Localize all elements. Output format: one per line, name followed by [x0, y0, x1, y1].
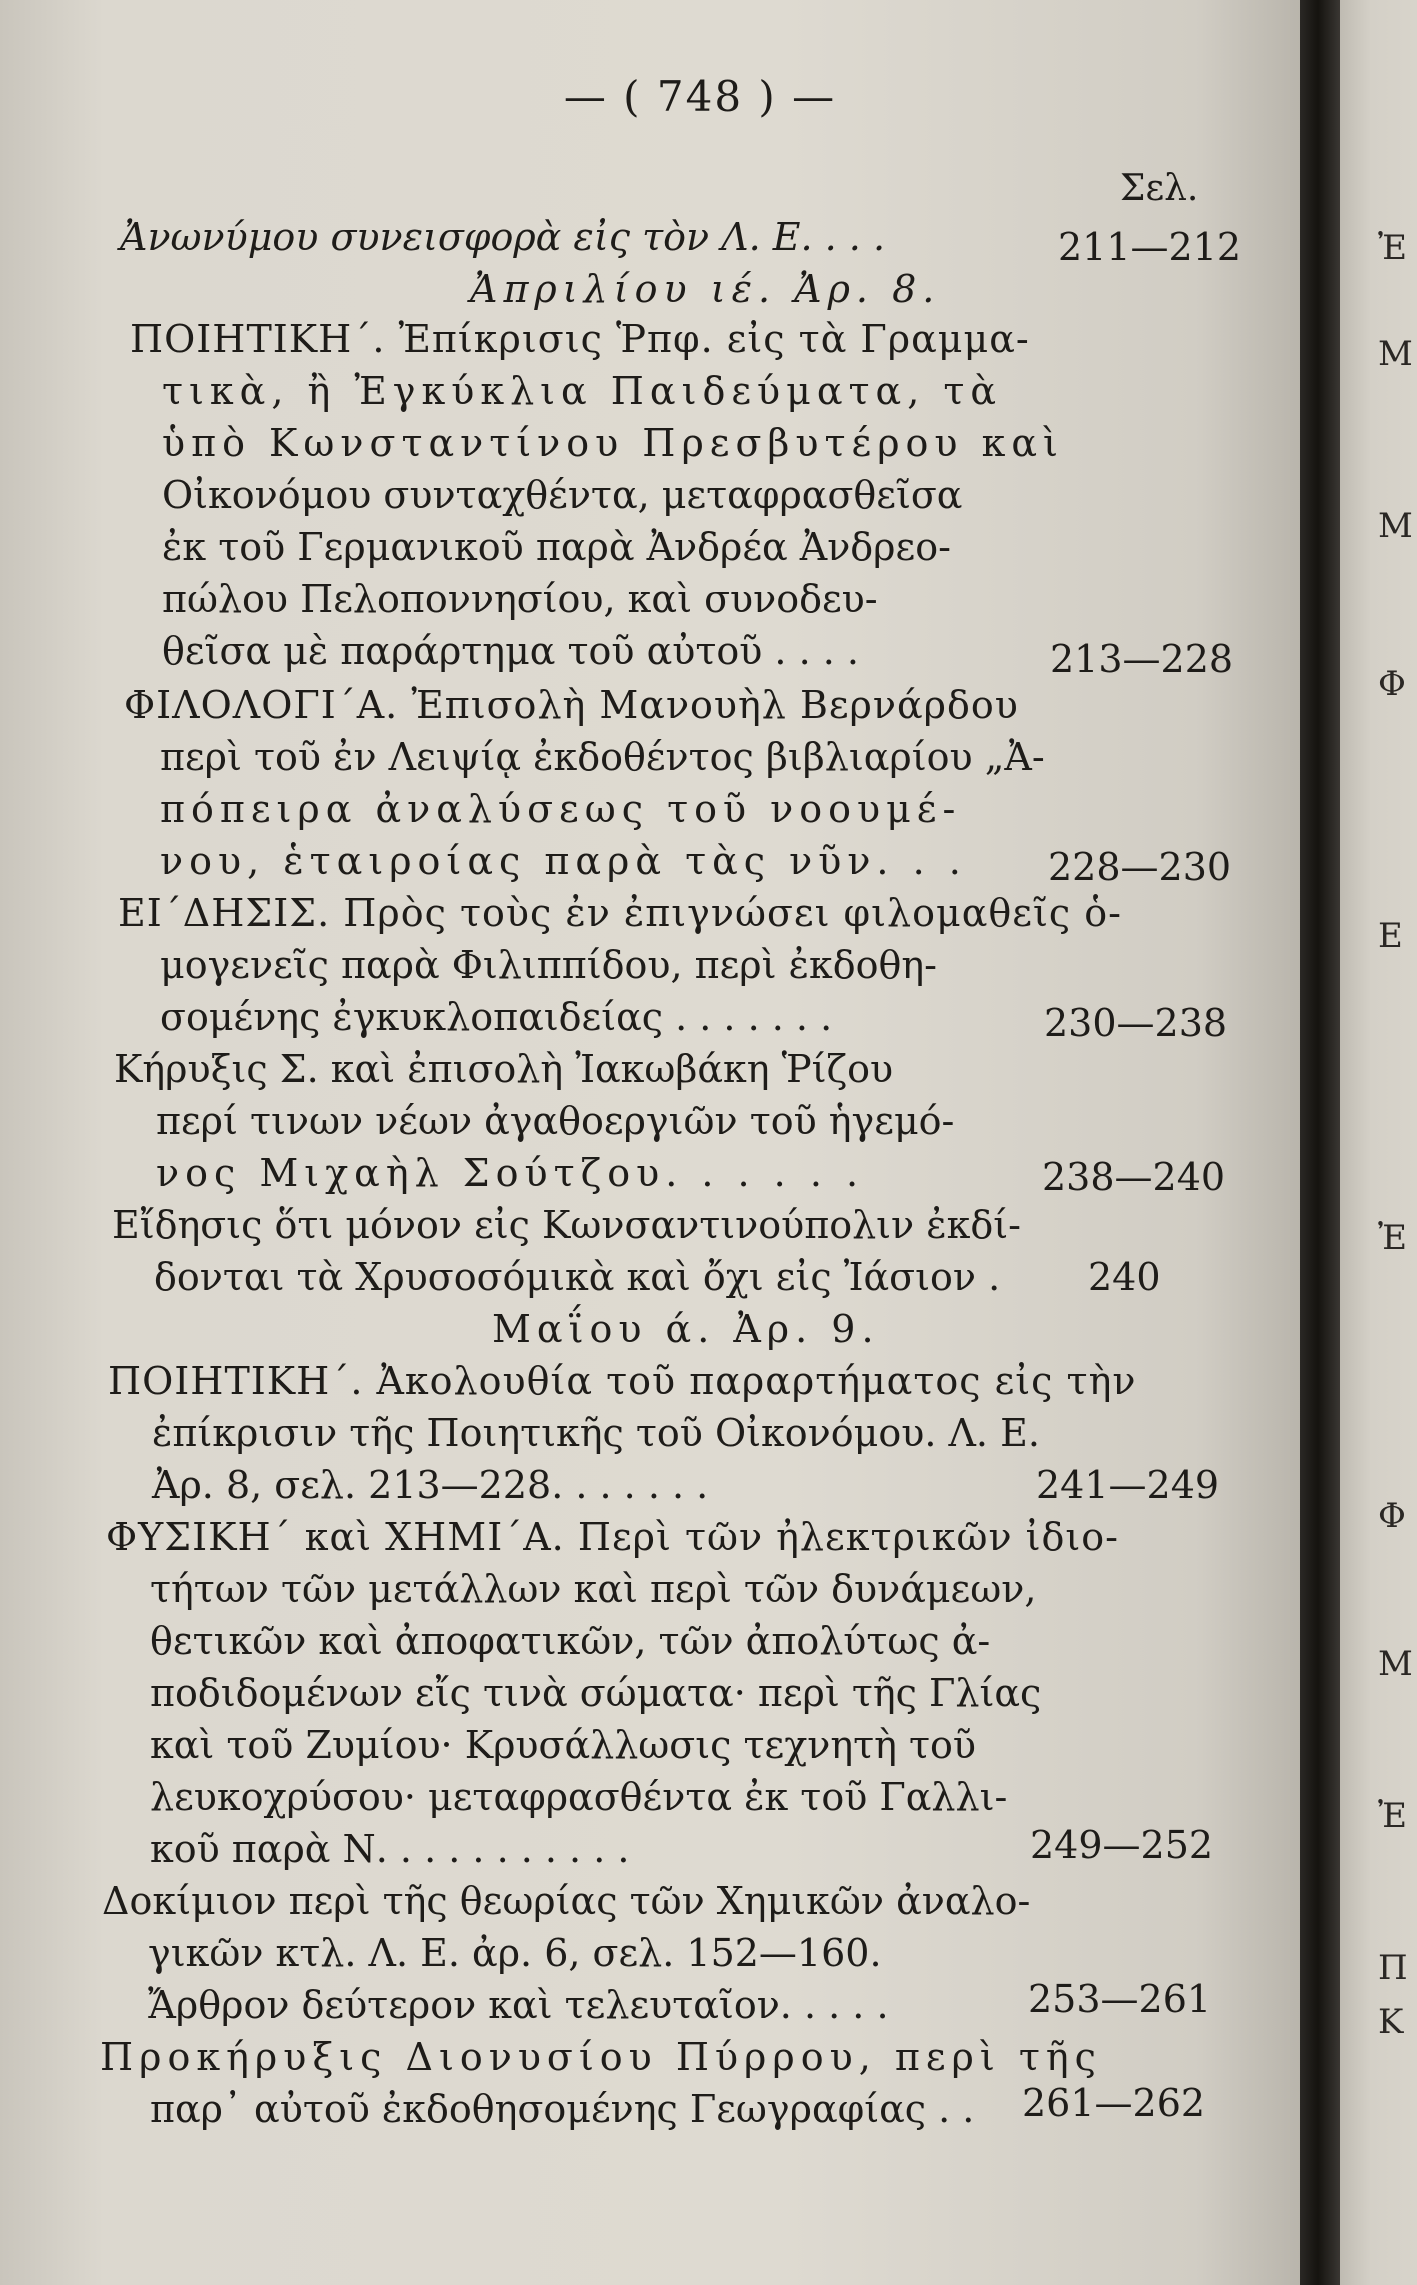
edge-letter: Ε	[1378, 916, 1403, 956]
toc-entry-line: Ἄρθρον δεύτερον καὶ τελευταῖον. . . . .	[148, 1983, 889, 2027]
toc-page-range: 211—212	[1058, 225, 1242, 269]
edge-letter: Μ	[1378, 506, 1413, 546]
toc-entry-line: ἐπίκρισιν τῆς Ποιητικῆς τοῦ Οἰκονόμου. Λ. Ε.	[152, 1411, 1040, 1455]
toc-entry-line: Προκήρυξις Διονυσίου Πύρρου, περὶ τῆς	[100, 2035, 1102, 2079]
toc-entry-line: καὶ τοῦ Ζυμίου· Κρυσάλλωσις τεχνητὴ τοῦ	[150, 1723, 976, 1767]
toc-entry-line: ΠΟΙΗΤΙΚΗ΄. Ἀκολουθία τοῦ παραρτήματος εἰς τὴν	[108, 1359, 1137, 1403]
edge-letter: Ἐ	[1378, 1796, 1408, 1836]
edge-letter: Φ	[1378, 1496, 1406, 1536]
toc-page-range: 253—261	[1028, 1977, 1212, 2021]
edge-letter: Μ	[1378, 1644, 1413, 1684]
toc-page-range: 213—228	[1050, 637, 1234, 681]
toc-entry-line: Κήρυξις Σ. καὶ ἐπισολὴ Ἰακωβάκη Ῥίζου	[114, 1047, 894, 1091]
toc-entry-line: γικῶν κτλ. Λ. Ε. ἀρ. 6, σελ. 152—160.	[148, 1931, 882, 1975]
toc-page-range: 241—249	[1036, 1463, 1220, 1507]
toc-entry-line: ΦΙΛΟΛΟΓΙ΄Α. Ἐπισολὴ Μανουὴλ Βερνάρδου	[124, 683, 1019, 727]
toc-entry-line: τικὰ, ἢ Ἐγκύκλια Παιδεύματα, τὰ	[162, 369, 1003, 413]
toc-entry-line: ΦΥΣΙΚΗ΄ καὶ ΧΗΜΙ΄Α. Περὶ τῶν ἠλεκτρικῶν ἰδιο-	[106, 1515, 1120, 1559]
toc-entry-line: ὑπὸ Κωνσταντίνου Πρεσβυτέρου καὶ	[162, 421, 1064, 465]
toc-entry-line: ποδιδομένων εἴς τινὰ σώματα· περὶ τῆς Γλίας	[150, 1671, 1042, 1715]
toc-entry-line: κοῦ παρὰ Ν. . . . . . . . . . .	[150, 1827, 630, 1871]
section-date-heading: Ἀπριλίου ιέ. Ἀρ. 8.	[470, 267, 941, 311]
toc-entry-line: Ἀρ. 8, σελ. 213—228. . . . . . .	[152, 1463, 709, 1507]
page-number: — ( 748 ) —	[563, 72, 837, 121]
toc-entry-line: δονται τὰ Χρυσοσόμικὰ καὶ ὄχι εἰς Ἰάσιον .	[154, 1255, 1001, 1299]
toc-entry-line: μογενεῖς παρὰ Φιλιππίδου, περὶ ἐκδοθη-	[160, 943, 937, 987]
toc-entry-line: νου, ἑταιροίας παρὰ τὰς νῦν. . .	[160, 839, 967, 883]
toc-entry-line: παρ᾽ αὐτοῦ ἐκδοθησομένης Γεωγραφίας . .	[150, 2087, 975, 2131]
edge-letter: Ἐ	[1378, 228, 1408, 268]
adjacent-page-edge	[1340, 0, 1417, 2285]
edge-letter: Κ	[1378, 2002, 1404, 2042]
toc-entry-line: περί τινων νέων ἀγαθοεργιῶν τοῦ ἡγεμό-	[156, 1099, 955, 1143]
toc-entry-line: ἐκ τοῦ Γερμανικοῦ παρὰ Ἀνδρέα Ἀνδρεο-	[162, 525, 951, 569]
section-date-heading: Μαΐου ά. Ἀρ. 9.	[492, 1307, 880, 1351]
page-column-header: Σελ.	[1120, 168, 1199, 209]
edge-letter: Ἐ	[1378, 1218, 1408, 1258]
toc-page-range: 238—240	[1042, 1155, 1226, 1199]
toc-entry-line: ΠΟΙΗΤΙΚΗ΄. Ἐπίκρισις Ῥπφ. εἰς τὰ Γραμμα-	[130, 317, 1030, 361]
toc-entry-line: σομένης ἐγκυκλοπαιδείας . . . . . . .	[160, 995, 833, 1039]
toc-entry-line: Εἴδησις ὅτι μόνον εἰς Κωνσαντινούπολιν ἐκδί-	[112, 1203, 1021, 1247]
toc-entry-line: περὶ τοῦ ἐν Λειψίᾳ ἐκδοθέντος βιβλιαρίου „Ἀ-	[160, 735, 1045, 779]
toc-entry-line: Δοκίμιον περὶ τῆς θεωρίας τῶν Χημικῶν ἀναλο-	[102, 1879, 1031, 1923]
toc-page-range: 249—252	[1030, 1823, 1214, 1867]
toc-entry-line: τήτων τῶν μετάλλων καὶ περὶ τῶν δυνάμεων,	[150, 1567, 1037, 1611]
book-gutter	[1300, 0, 1340, 2285]
edge-letter: Φ	[1378, 664, 1406, 704]
edge-letter: Μ	[1378, 334, 1413, 374]
toc-entry-line: θεῖσα μὲ παράρτημα τοῦ αὐτοῦ . . . .	[162, 629, 859, 673]
toc-page-range: 240	[1088, 1255, 1161, 1299]
toc-entry-line: πώλου Πελοποννησίου, καὶ συνοδευ-	[162, 577, 878, 621]
toc-entry-line: λευκοχρύσου· μεταφρασθέντα ἐκ τοῦ Γαλλι-	[150, 1775, 1008, 1819]
toc-entry-line: πόπειρα ἀναλύσεως τοῦ νοουμέ-	[160, 787, 962, 831]
toc-entry-line: Οἰκονόμου συνταχθέντα, μεταφρασθεῖσα	[162, 473, 963, 517]
edge-letter: Π	[1378, 1948, 1408, 1988]
toc-entry-line: ΕΙ΄ΔΗΣΙΣ. Πρὸς τοὺς ἐν ἐπιγνώσει φιλομαθεῖς ὁ-	[118, 891, 1122, 935]
toc-page-range: 261—262	[1022, 2081, 1206, 2125]
toc-entry-line: νος Μιχαὴλ Σούτζου. . . . . .	[156, 1151, 865, 1195]
toc-entry-line: θετικῶν καὶ ἀποφατικῶν, τῶν ἀπολύτως ἀ-	[150, 1619, 991, 1663]
toc-entry-line: Ἀνωνύμου συνεισφορὰ εἰς τὸν Λ. Ε. . . .	[120, 215, 886, 259]
toc-page-range: 228—230	[1048, 845, 1232, 889]
toc-page-range: 230—238	[1044, 1001, 1228, 1045]
